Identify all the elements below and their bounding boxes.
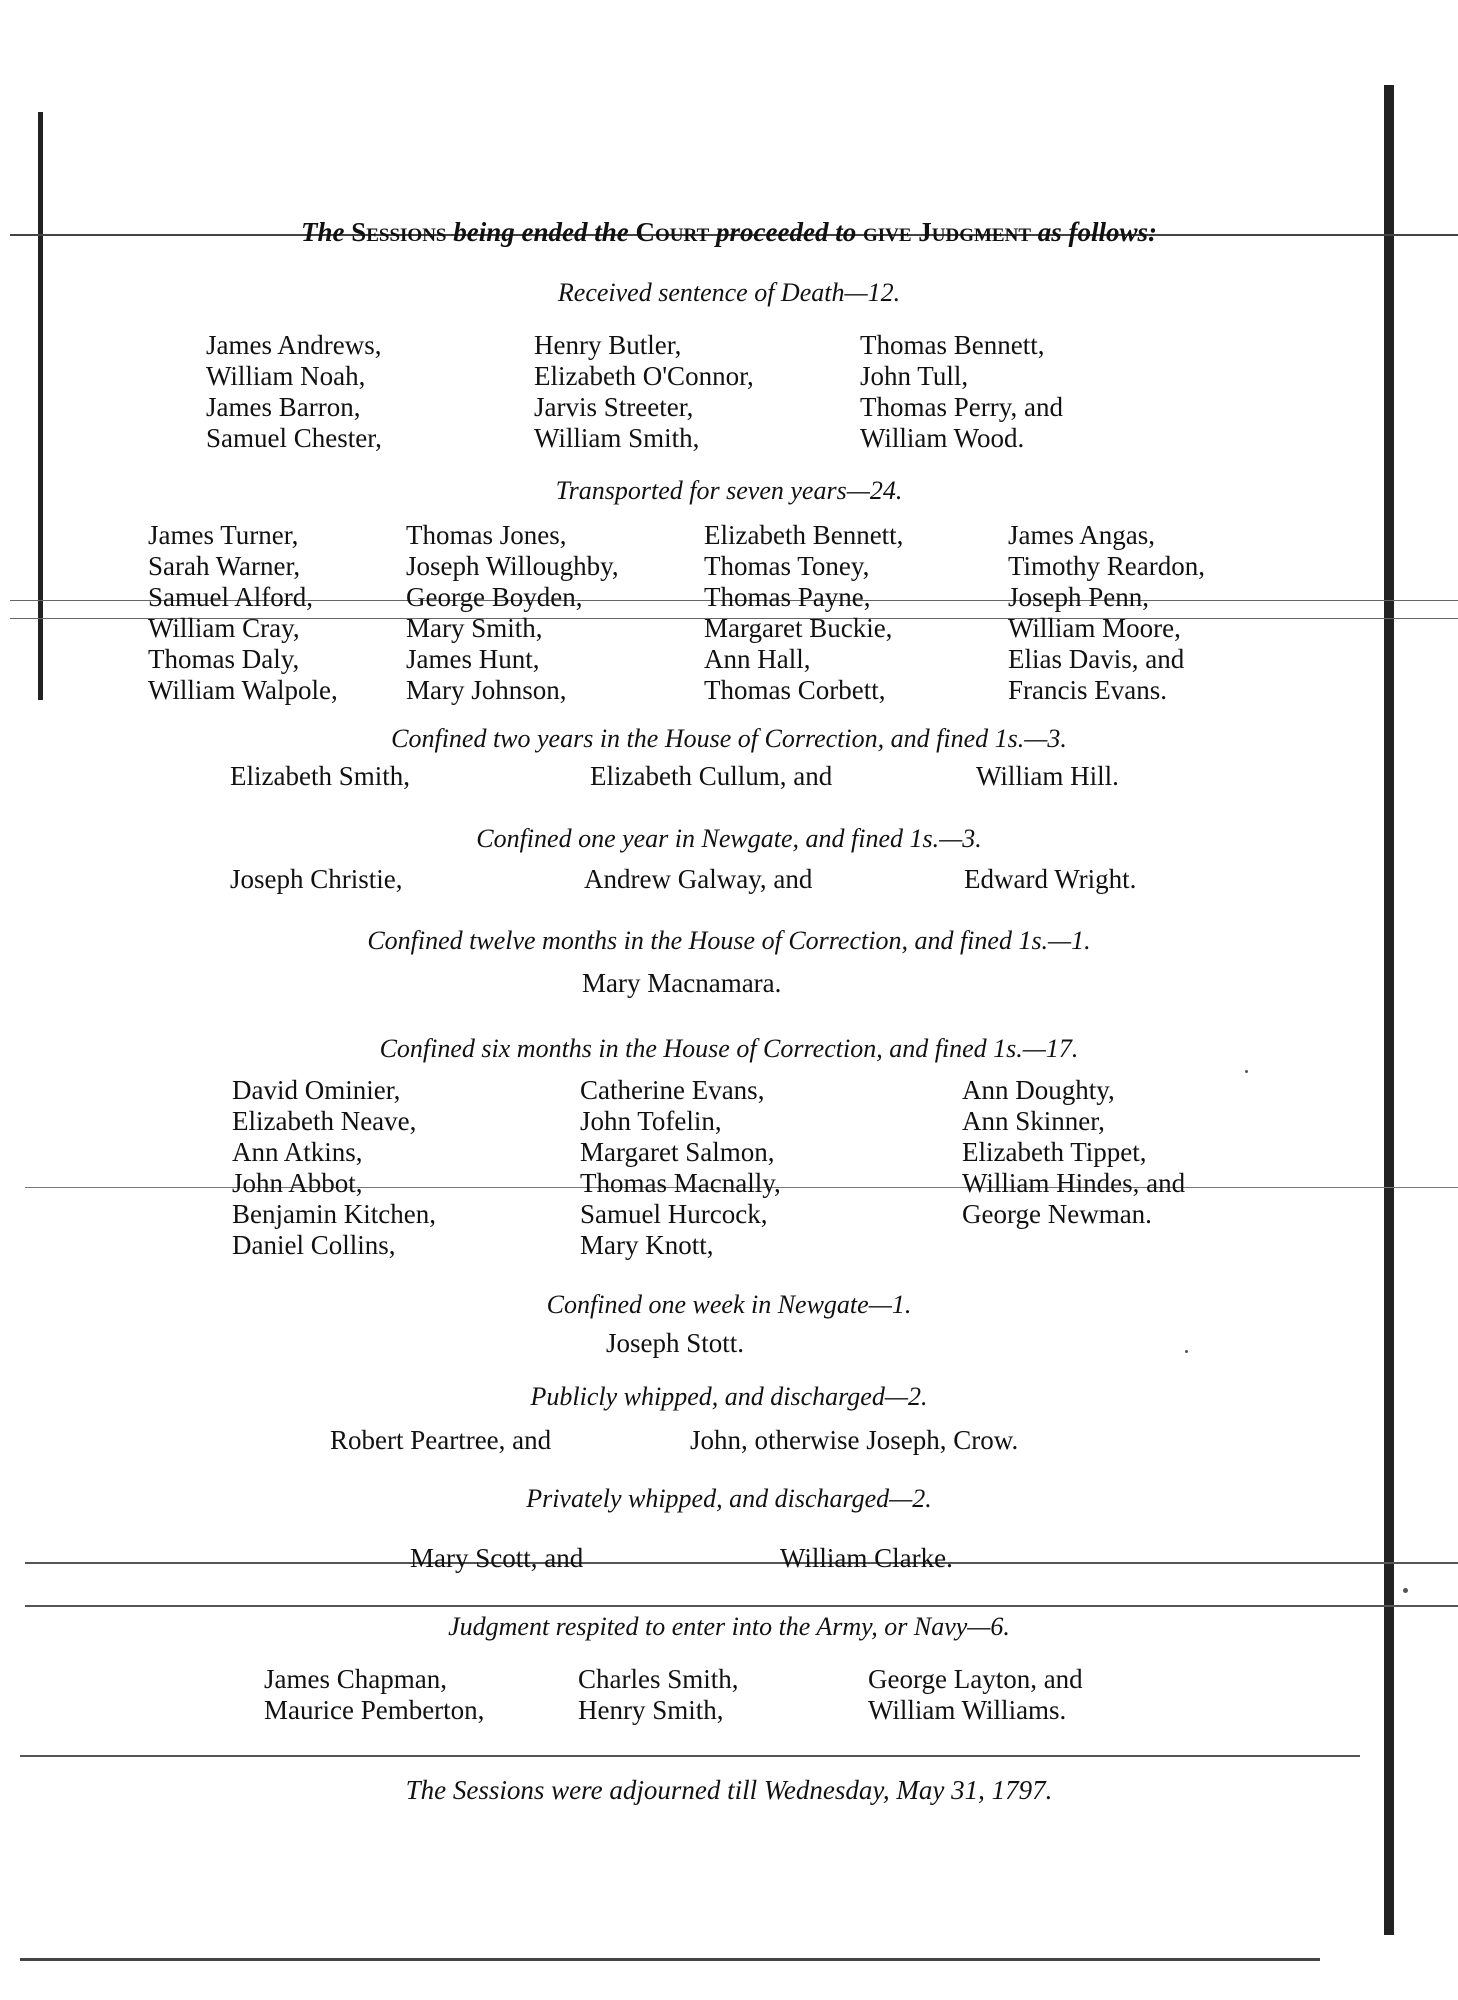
name-entry: Sarah Warner, [148, 551, 301, 581]
name-entry: Francis Evans. [1008, 675, 1167, 705]
name-column [206, 330, 382, 454]
name-entry: William Hill. [976, 761, 1119, 791]
name-entry: John Tull, [860, 361, 969, 391]
name-entry: Henry Butler, [534, 330, 682, 360]
name-column [1008, 520, 1205, 706]
name-entry: Joseph Penn, [1008, 582, 1149, 612]
name-entry: William Cray, [148, 613, 300, 643]
name-entry: John, otherwise Joseph, Crow. [690, 1425, 1019, 1455]
name-entry: Mary Johnson, [406, 675, 567, 705]
name-entry: Thomas Corbett, [704, 675, 886, 705]
name-entry: John Tofelin, [580, 1106, 722, 1136]
name-entry: Thomas Perry, and [860, 392, 1063, 422]
name-entry: James Chapman, [264, 1664, 447, 1694]
name-entry: James Hunt, [406, 644, 540, 674]
name-entry: Maurice Pemberton, [264, 1695, 485, 1725]
heading-word: proceeded to [716, 217, 857, 247]
name-entry: Henry Smith, [578, 1695, 724, 1725]
name-column [962, 1075, 1185, 1230]
name-column [860, 330, 1063, 454]
name-entry: Thomas Jones, [406, 520, 567, 550]
name-entry: Samuel Chester, [206, 423, 382, 453]
name-entry: Ann Atkins, [232, 1137, 363, 1167]
name-entry: David Ominier, [232, 1075, 401, 1105]
name-entry: Ann Doughty, [962, 1075, 1115, 1105]
name-column [704, 520, 903, 706]
name-entry: William Williams. [868, 1695, 1067, 1725]
section-heading: Judgment respited to enter into the Army, or Navy—6. [448, 1612, 1010, 1641]
name-entry: Samuel Hurcock, [580, 1199, 768, 1229]
scan-line-6 [25, 1605, 1458, 1607]
name-entry: Margaret Salmon, [580, 1137, 775, 1167]
name-entry: James Barron, [206, 392, 361, 422]
name-column [580, 1075, 781, 1261]
name-column [578, 1664, 739, 1726]
section-heading: Publicly whipped, and discharged—2. [530, 1382, 928, 1411]
heading-word: The [300, 217, 345, 247]
scan-line-5 [25, 1562, 1458, 1564]
section-heading: Privately whipped, and discharged—2. [526, 1484, 932, 1513]
heading-word: being ended the [453, 217, 629, 247]
name-entry: Mary Scott, and [410, 1543, 584, 1573]
speck [1403, 1588, 1408, 1593]
name-entry: Samuel Alford, [148, 582, 313, 612]
name-entry: Thomas Bennett, [860, 330, 1045, 360]
name-entry: William Wood. [860, 423, 1025, 453]
name-entry: Timothy Reardon, [1008, 551, 1206, 581]
heading-word: as follows: [1037, 217, 1158, 247]
name-entry: Thomas Daly, [148, 644, 300, 674]
name-entry: William Smith, [534, 423, 700, 453]
heading-word: Judgment [918, 217, 1032, 247]
name-entry: Elizabeth O'Connor, [534, 361, 754, 391]
section-heading: Confined one year in Newgate, and fined 1s.—3. [476, 824, 982, 853]
name-entry: Benjamin Kitchen, [232, 1199, 436, 1229]
name-entry: Mary Macnamara. [582, 968, 782, 998]
name-column [868, 1664, 1083, 1726]
name-entry: Charles Smith, [578, 1664, 739, 1694]
name-column [232, 1075, 436, 1261]
heading-word: Court [635, 217, 710, 247]
name-entry: Ann Skinner, [962, 1106, 1105, 1136]
name-entry: James Andrews, [206, 330, 382, 360]
name-entry: Elizabeth Neave, [232, 1106, 417, 1136]
name-entry: George Layton, and [868, 1664, 1083, 1694]
left-margin-rule [38, 112, 43, 700]
name-entry: Elizabeth Bennett, [704, 520, 904, 550]
scan-line-7 [20, 1755, 1360, 1757]
name-entry: Daniel Collins, [232, 1230, 396, 1260]
name-column [264, 1664, 484, 1726]
scan-line-bottom [20, 1958, 1320, 1961]
section-heading: Confined six months in the House of Correction, and fined 1s.—17. [379, 1034, 1079, 1063]
name-entry: Elias Davis, and [1008, 644, 1185, 674]
adjournment-note: The Sessions were adjourned till Wednesday, May 31, 1797. [405, 1775, 1053, 1805]
name-entry: Catherine Evans, [580, 1075, 765, 1105]
name-entry: William Moore, [1008, 613, 1181, 643]
name-entry: Thomas Payne, [704, 582, 871, 612]
name-entry: John Abbot, [232, 1168, 363, 1198]
right-margin-rule [1384, 85, 1394, 1935]
name-entry: William Noah, [206, 361, 366, 391]
section-heading: Confined two years in the House of Correction, and fined 1s.—3. [391, 724, 1067, 753]
name-entry: Robert Peartree, and [330, 1425, 552, 1455]
page-heading [0, 217, 1458, 248]
name-entry: Margaret Buckie, [704, 613, 893, 643]
section-heading: Confined one week in Newgate—1. [546, 1290, 912, 1319]
name-entry: Elizabeth Smith, [230, 761, 410, 791]
section-heading: Confined twelve months in the House of Correction, and fined 1s.—1. [367, 926, 1091, 955]
name-entry: William Clarke. [780, 1543, 953, 1573]
name-entry: Mary Smith, [406, 613, 543, 643]
section-heading: Transported for seven years—24. [555, 476, 903, 505]
speck [1185, 1350, 1188, 1353]
name-column [148, 520, 338, 706]
name-entry: James Turner, [148, 520, 299, 550]
name-entry: Edward Wright. [964, 864, 1137, 894]
name-entry: George Newman. [962, 1199, 1152, 1229]
name-entry: Joseph Christie, [230, 864, 403, 894]
name-entry: Elizabeth Cullum, and [590, 761, 833, 791]
section-heading: Received sentence of Death—12. [557, 278, 901, 307]
name-entry: Joseph Willoughby, [406, 551, 619, 581]
name-entry: William Walpole, [148, 675, 338, 705]
name-entry: Ann Hall, [704, 644, 811, 674]
name-entry: Andrew Galway, and [584, 864, 813, 894]
name-column [406, 520, 619, 706]
name-entry: Jarvis Streeter, [534, 392, 694, 422]
name-entry: Thomas Toney, [704, 551, 870, 581]
name-entry: Mary Knott, [580, 1230, 714, 1260]
name-entry: William Hindes, and [962, 1168, 1186, 1198]
name-entry: James Angas, [1008, 520, 1155, 550]
heading-word: give [862, 217, 912, 247]
name-entry: Elizabeth Tippet, [962, 1137, 1147, 1167]
name-column [534, 330, 754, 454]
name-entry: Thomas Macnally, [580, 1168, 781, 1198]
speck [1245, 1070, 1248, 1073]
heading-word: Sessions [351, 217, 447, 247]
name-entry: Joseph Stott. [606, 1328, 745, 1358]
name-entry: George Boyden, [406, 582, 583, 612]
